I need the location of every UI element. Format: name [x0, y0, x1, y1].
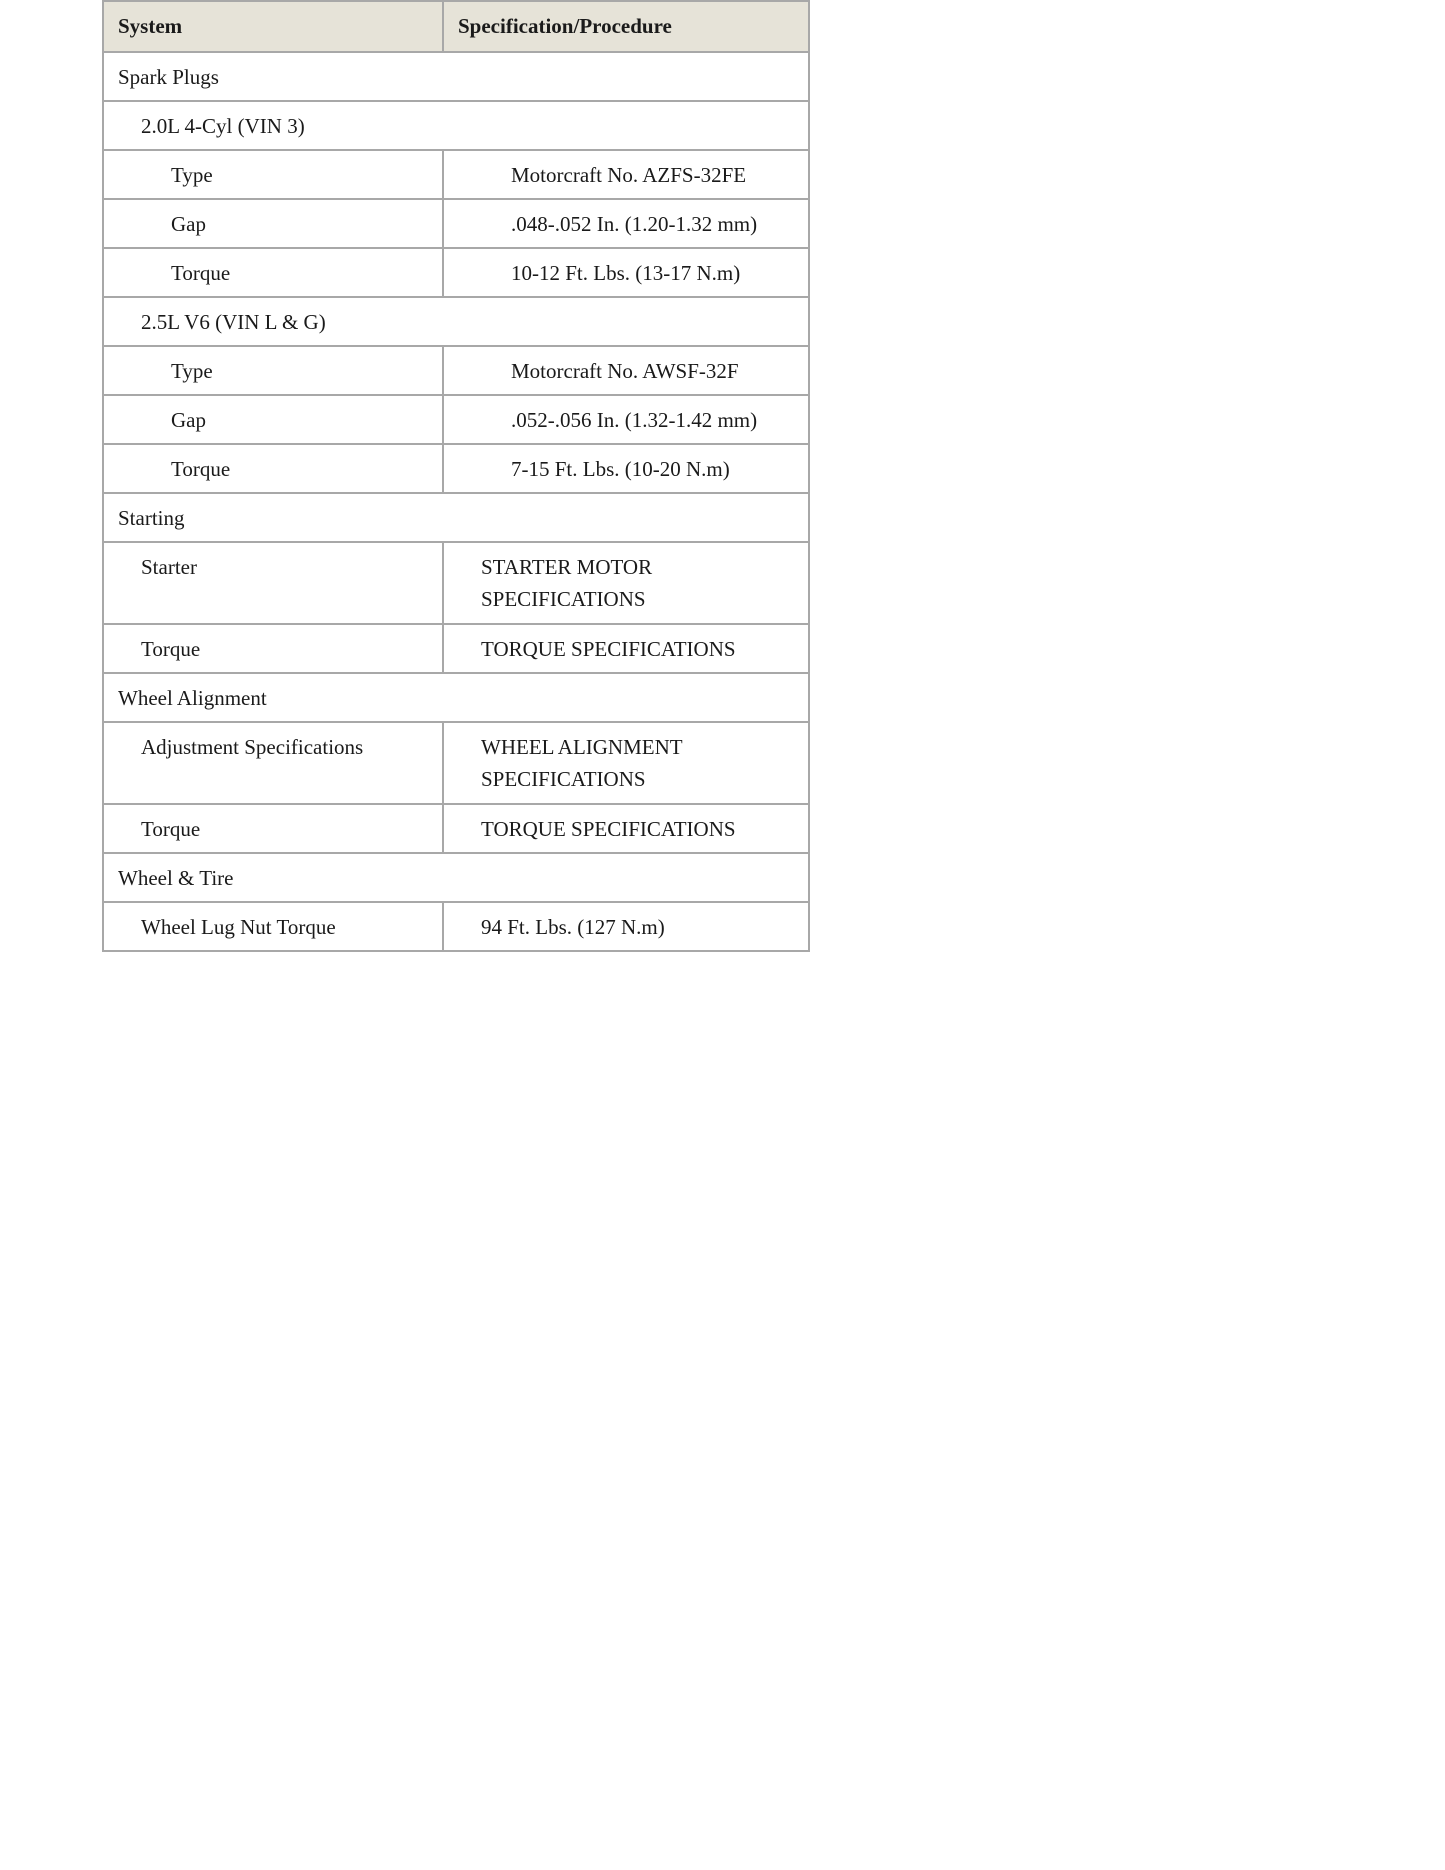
table-row — [103, 150, 809, 199]
row-value: Motorcraft No. AZFS-32FE — [443, 150, 809, 199]
row-value: 10-12 Ft. Lbs. (13-17 N.m) — [443, 248, 809, 297]
row-label: Wheel Lug Nut Torque — [103, 902, 443, 951]
row-label: Adjustment Specifications — [103, 722, 443, 804]
row-label: Torque — [103, 444, 443, 493]
section-wheel-tire: Wheel & Tire — [103, 853, 809, 902]
row-value: 94 Ft. Lbs. (127 N.m) — [443, 902, 809, 951]
table-row — [103, 804, 809, 853]
row-value: Motorcraft No. AWSF-32F — [443, 346, 809, 395]
table-header-row — [103, 1, 809, 52]
table-row — [103, 199, 809, 248]
row-label: Gap — [103, 199, 443, 248]
subsection-row — [103, 101, 809, 150]
row-value: .052-.056 In. (1.32-1.42 mm) — [443, 395, 809, 444]
column-header-specification: Specification/Procedure — [443, 1, 809, 52]
table-row — [103, 346, 809, 395]
section-row — [103, 493, 809, 542]
section-row — [103, 853, 809, 902]
row-label: Type — [103, 346, 443, 395]
table-row — [103, 624, 809, 673]
subsection-row — [103, 297, 809, 346]
row-value: WHEEL ALIGNMENT SPECIFICATIONS — [443, 722, 809, 804]
row-label: Gap — [103, 395, 443, 444]
section-spark-plugs: Spark Plugs — [103, 52, 809, 101]
section-wheel-alignment: Wheel Alignment — [103, 673, 809, 722]
row-value: STARTER MOTOR SPECIFICATIONS — [443, 542, 809, 624]
section-row — [103, 52, 809, 101]
row-value: 7-15 Ft. Lbs. (10-20 N.m) — [443, 444, 809, 493]
specifications-table — [102, 0, 810, 952]
section-row — [103, 673, 809, 722]
row-label: Torque — [103, 804, 443, 853]
row-label: Torque — [103, 248, 443, 297]
row-value: TORQUE SPECIFICATIONS — [443, 624, 809, 673]
table-row — [103, 542, 809, 624]
row-label: Type — [103, 150, 443, 199]
table-row — [103, 444, 809, 493]
table-row — [103, 722, 809, 804]
row-value: TORQUE SPECIFICATIONS — [443, 804, 809, 853]
subsection-engine-2-0l: 2.0L 4-Cyl (VIN 3) — [103, 101, 809, 150]
row-value: .048-.052 In. (1.20-1.32 mm) — [443, 199, 809, 248]
subsection-engine-2-5l: 2.5L V6 (VIN L & G) — [103, 297, 809, 346]
row-label: Torque — [103, 624, 443, 673]
section-starting: Starting — [103, 493, 809, 542]
table-row — [103, 248, 809, 297]
table-row — [103, 395, 809, 444]
row-label: Starter — [103, 542, 443, 624]
table-row — [103, 902, 809, 951]
column-header-system: System — [103, 1, 443, 52]
